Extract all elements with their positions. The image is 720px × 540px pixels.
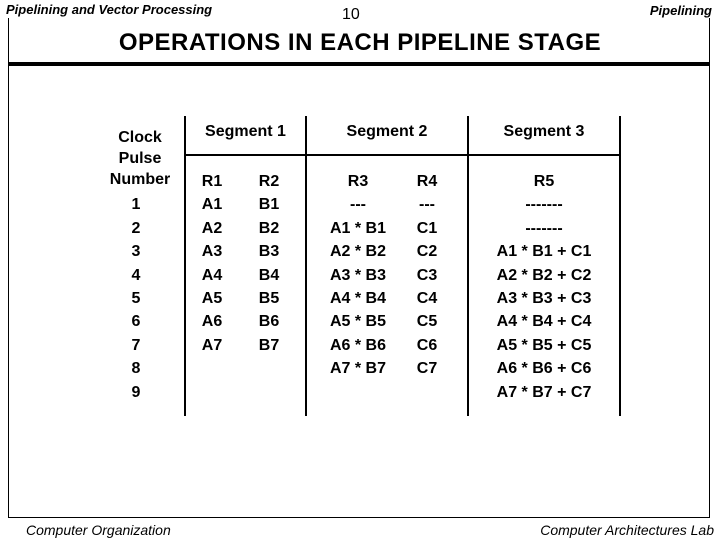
register-value: ------- xyxy=(525,219,563,237)
header-divider xyxy=(184,154,305,156)
register-value: C1 xyxy=(416,219,438,237)
header-divider xyxy=(305,154,467,156)
column-divider xyxy=(619,116,621,416)
footer-right: Computer Architectures Lab xyxy=(540,522,714,538)
register-value: A7 * B7 + C7 xyxy=(496,383,592,401)
register-value: A5 * B5 + C5 xyxy=(496,336,592,354)
register-heading: R5 xyxy=(533,173,555,190)
register-value: A7 xyxy=(201,336,223,354)
register-value: A2 xyxy=(201,219,223,237)
column-divider xyxy=(305,116,307,416)
clock-pulse-number: 2 xyxy=(131,219,141,237)
register-value: A6 xyxy=(201,313,223,331)
register-value: B5 xyxy=(258,290,280,307)
footer-left: Computer Organization xyxy=(26,522,171,538)
clock-pulse-number: 3 xyxy=(131,243,141,261)
register-value: C6 xyxy=(416,336,438,354)
register-value: B6 xyxy=(258,313,280,331)
register-value: A6 * B6 + C6 xyxy=(496,360,592,378)
column-divider xyxy=(467,116,469,416)
clock-pulse-number: 8 xyxy=(131,360,141,378)
clock-pulse-number: 1 xyxy=(131,196,141,214)
header-topic: Pipelining xyxy=(649,3,712,18)
header-course-title: Pipelining and Vector Processing xyxy=(6,2,213,17)
register-value: --- xyxy=(350,196,366,214)
register-value: A1 xyxy=(201,196,223,214)
register-value: C5 xyxy=(416,313,438,331)
segment-heading: Segment 3 xyxy=(503,123,585,140)
register-value: B7 xyxy=(258,336,280,354)
register-value: C7 xyxy=(416,360,438,378)
register-value: A3 * B3 xyxy=(329,266,387,284)
register-value: ------- xyxy=(525,196,563,214)
register-value: A1 * B1 xyxy=(329,219,387,237)
clock-pulse-number: 9 xyxy=(131,383,141,401)
register-value: C2 xyxy=(416,243,438,261)
register-value: C3 xyxy=(416,266,438,284)
register-value: A5 * B5 xyxy=(329,313,387,331)
register-value: C4 xyxy=(416,290,438,307)
clock-pulse-number: 5 xyxy=(131,290,141,307)
header-divider xyxy=(467,154,619,156)
register-value: A2 * B2 + C2 xyxy=(496,266,592,284)
page-number: 10 xyxy=(342,6,360,23)
register-value: A5 xyxy=(201,290,223,307)
register-heading: R3 xyxy=(347,173,369,190)
clock-header-line: Clock xyxy=(118,129,162,146)
register-heading: R1 xyxy=(201,173,223,190)
register-value: A6 * B6 xyxy=(329,336,387,354)
register-value: A1 * B1 + C1 xyxy=(496,243,592,261)
clock-pulse-number: 6 xyxy=(131,313,141,331)
clock-pulse-number: 4 xyxy=(131,266,141,284)
register-value: A3 xyxy=(201,243,223,261)
register-value: A7 * B7 xyxy=(329,360,387,378)
register-value: A4 * B4 xyxy=(329,290,387,307)
clock-pulse-number: 7 xyxy=(131,336,141,354)
clock-header-line: Pulse xyxy=(118,150,162,167)
register-value: B3 xyxy=(258,243,280,261)
register-value: A3 * B3 + C3 xyxy=(496,290,592,307)
register-heading: R2 xyxy=(258,173,280,190)
register-value: A2 * B2 xyxy=(329,243,387,261)
title-underline xyxy=(8,62,710,66)
register-value: B2 xyxy=(258,219,280,237)
register-value: A4 xyxy=(201,266,223,284)
register-value: A4 * B4 + C4 xyxy=(496,313,592,331)
register-value: B1 xyxy=(258,196,280,214)
register-value: B4 xyxy=(258,266,280,284)
slide-title: OPERATIONS IN EACH PIPELINE STAGE xyxy=(118,29,602,56)
register-value: --- xyxy=(419,196,435,214)
clock-header-line: Number xyxy=(109,171,171,188)
register-heading: R4 xyxy=(416,173,438,190)
segment-heading: Segment 1 xyxy=(205,123,286,140)
segment-heading: Segment 2 xyxy=(346,123,428,140)
